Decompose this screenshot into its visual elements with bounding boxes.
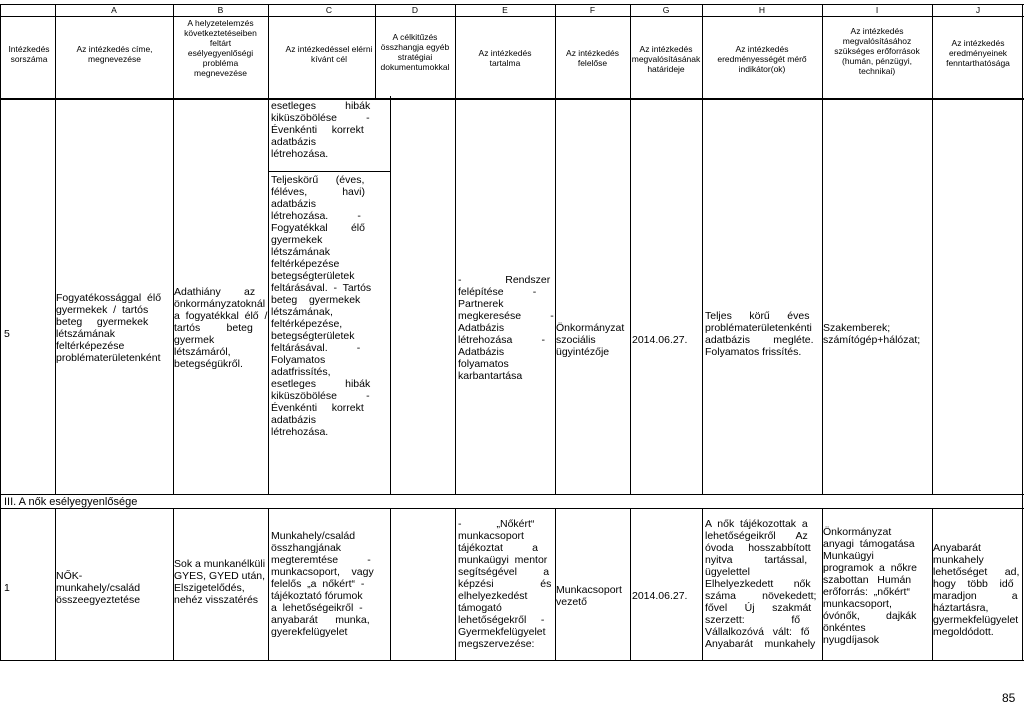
rule-v11 xyxy=(1022,4,1023,661)
header-cel: Az intézkedéssel elérni kívánt cél xyxy=(285,44,373,64)
row1-tartalom: - „Nőkért“ munkacsoport tájékoztat a munkaügyi mentor segítségével a képzési és elhelyezkedést támogató lehetőségekről - Gyermekfelügyelet megszervezése: xyxy=(458,518,552,650)
header-sorszam: Intézkedés sorszáma xyxy=(8,44,50,64)
rule-v1b xyxy=(55,508,56,661)
rule-section xyxy=(0,508,1024,509)
row1-number: 1 xyxy=(4,582,10,594)
header-osszhang: A célkitűzés összhangja egyéb stratégiai dokumentumokkal xyxy=(380,32,450,72)
column-letter-d: D xyxy=(411,5,419,15)
column-letter-e: E xyxy=(502,5,508,15)
rule-v8b xyxy=(702,508,703,661)
section-title: III. A nők esélyegyenlősége xyxy=(4,496,138,508)
rule-v4 xyxy=(390,96,391,495)
page-number: 85 xyxy=(1002,692,1016,704)
rule-v1 xyxy=(55,4,56,495)
row5-cel: Teljeskörű (éves, féléves, havi) adatbázis létrehozása. - Fogyatékkal élő gyermekek létszámának feltérképezése betegségterületek feltárásával. - Tartós beteg gyermekek létszámának, feltérképezése, betegségterületek feltárásával. - Folyamatos adatfrissítés, esetleges hibák kiküszöbölése - Évenkénti korrekt adatbázis létrehozása. xyxy=(271,174,372,438)
rule-v4h xyxy=(375,4,376,99)
column-letter-a: A xyxy=(111,5,117,15)
rule-v0 xyxy=(0,4,1,661)
row1-cel: Munkahely/család összhangjának megteremtése - munkacsoport, vagy felelős „a nőkért“ - tájékoztató fórumok a lehetőségeikről - anyabarát munka, gyerekfelügyelet xyxy=(271,530,374,638)
row1-cime: NŐK- munkahely/család összeegyeztetése xyxy=(56,570,141,606)
column-letter-f: F xyxy=(589,5,596,15)
row5-problema: Adathiány az önkormányzatoknál a fogyatékkal élő / tartós beteg gyermek létszámáról, betegségükről. xyxy=(174,286,268,370)
rule-v9 xyxy=(822,4,823,495)
header-indikator: Az intézkedés eredményességét mérő indikátor(ok) xyxy=(717,44,807,74)
rule-row5-bottom xyxy=(0,494,1024,495)
rule-v6 xyxy=(555,4,556,495)
row1-problema: Sok a munkanélküli GYES, GYED után, Elszigetelődés, nehéz visszatérés xyxy=(174,558,266,606)
column-letter-j: J xyxy=(975,5,981,15)
header-felelos: Az intézkedés felelőse xyxy=(566,48,619,68)
row5-hatarido: 2014.06.27. xyxy=(632,334,688,346)
rule-v6b xyxy=(555,508,556,661)
rule-row-cont xyxy=(268,171,390,172)
row1-fenntarthato: Anyabarát munkahely lehetőséget ad, hogy több idő maradjon a háztartásra, gyermekfelügyelet megoldódott. xyxy=(933,542,1020,638)
rule-v9b xyxy=(822,508,823,661)
rule-letters xyxy=(0,16,1024,17)
column-letter-b: B xyxy=(217,5,224,15)
header-eroforras: Az intézkedés megvalósításához szükséges erőforrások (humán, pénzügyi, technikai) xyxy=(834,26,920,76)
rule-v7b xyxy=(630,508,631,661)
row5-cime: Fogyatékossággal élő gyermekek / tartós beteg gyermekek létszámának feltérképezése problématerületenként xyxy=(56,292,162,364)
rule-v5b xyxy=(455,508,456,661)
header-tartalom: Az intézkedés tartalma xyxy=(478,48,532,68)
column-letter-c: C xyxy=(325,5,333,15)
row1-felelos: Munkacsoport vezető xyxy=(556,584,622,608)
rule-top xyxy=(0,4,1024,5)
row1-eroforras: Önkormányzat anyagi támogatása Munkaügyi programok a nőkre szabottan Humán erőforrás: „nőkért“ munkacsoport, óvónők, dajkák önkéntes nyugdíjasok xyxy=(823,526,917,646)
rule-v3 xyxy=(268,4,269,495)
row1-indikator: A nők tájékozottak a lehetőségeikről Az óvoda hosszabbított nyitva tartással, ügyelettel Elhelyezkedett nők száma növekedett; fővel Új szakmát szerzett: fő Vállalkozóvá vált: fő Anyabarát munkahely xyxy=(705,518,817,650)
rule-row1-bottom xyxy=(0,660,1024,661)
row1-hatarido: 2014.06.27. xyxy=(632,590,688,602)
row5-number: 5 xyxy=(4,328,10,340)
rule-v10 xyxy=(932,4,933,495)
header-fenntarthato: Az intézkedés eredményeinek fenntarthatósága xyxy=(946,38,1010,68)
row5-indikator: Teljes körű éves problématerületenkénti adatbázis megléte. Folyamatos frissítés. xyxy=(705,310,814,358)
header-hatarido: Az intézkedés megvalósításának határideje xyxy=(631,44,701,74)
rule-v7 xyxy=(630,4,631,495)
header-cime: Az intézkedés címe, megnevezése xyxy=(76,44,153,64)
rule-v4b xyxy=(390,508,391,661)
column-letter-i: I xyxy=(875,5,879,15)
row5-tartalom: - Rendszer felépítése - Partnerek megkeresése - Adatbázis létrehozása - Adatbázis folyamatos karbantartása xyxy=(458,274,554,382)
header-problema: A helyzetelemzés következtetéseiben feltárt esélyegyenlőségi probléma megnevezése xyxy=(184,18,257,78)
rule-v2 xyxy=(173,4,174,495)
rule-v8 xyxy=(702,4,703,495)
row5-felelos: Önkormányzat szociális ügyintézője xyxy=(556,322,625,358)
rule-header-bottom xyxy=(0,98,1024,100)
column-letter-h: H xyxy=(758,5,766,15)
rule-v10b xyxy=(932,508,933,661)
column-letter-g: G xyxy=(662,5,670,15)
rule-v3b xyxy=(268,508,269,661)
rule-v2b xyxy=(173,508,174,661)
row5-eroforras: Szakemberek; számítógép+hálózat; xyxy=(823,322,921,346)
rule-v5 xyxy=(455,4,456,495)
cel-continuation: esetleges hibák kiküszöbölése - Évenkénti korrekt adatbázis létrehozása. xyxy=(271,100,371,160)
